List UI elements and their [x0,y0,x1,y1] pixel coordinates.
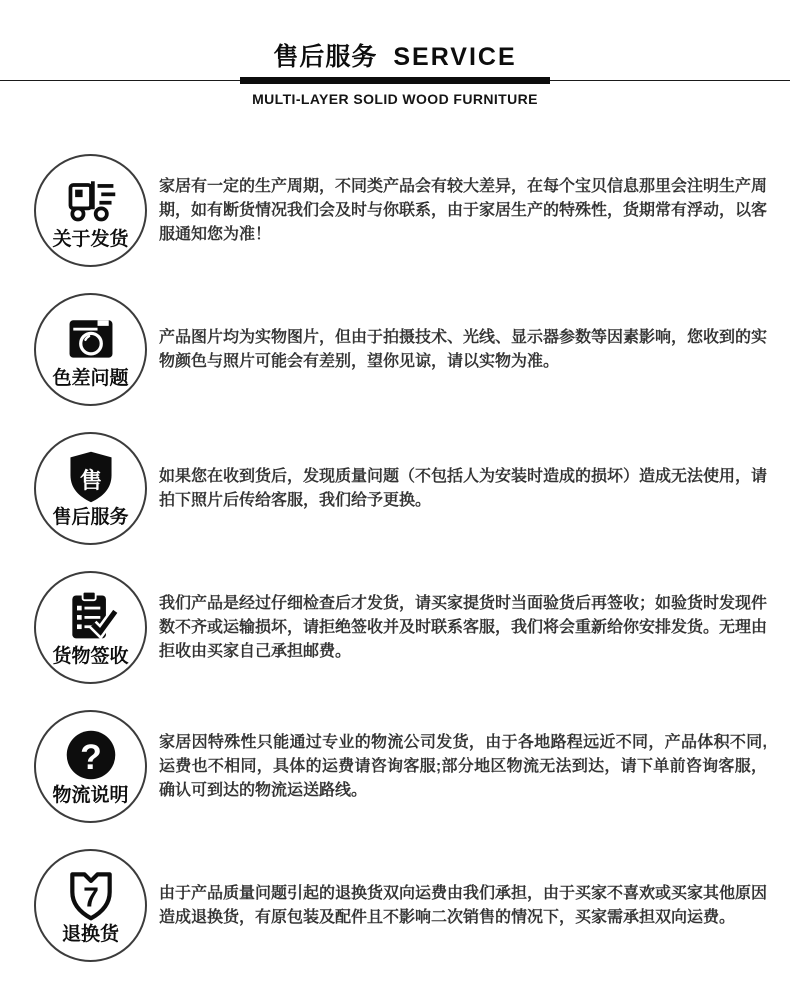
after-sales-text: 如果您在收到货后，发现质量问题（不包括人为安装时造成的损坏）造成无法使用，请拍下照片后传给客服，我们给予更换。 [159,467,768,509]
goods-receipt-badge-label: 货物签收 [52,645,129,667]
title-divider [0,77,790,84]
svg-text:?: ? [79,736,102,777]
checklist-icon [63,588,119,644]
shipping-badge [34,154,147,267]
service-header [0,0,790,107]
section-color-difference [0,280,790,419]
color-difference-badge-label: 色差问题 [52,367,129,389]
logistics-badge-label: 物流说明 [52,784,129,806]
shield-sale-icon [63,449,119,505]
color-difference-text: 产品图片均为实物图片，但由于拍摄技术、光线、显示器参数等因素影响，您收到的实物颜色与照片可能会有差别，望你见谅，请以实物为准。 [159,328,768,370]
section-returns [0,836,790,975]
shield-7-icon [63,866,119,922]
goods-receipt-text: 我们产品是经过仔细检查后才发货，请买家提货时当面验货后再签收；如验货时发现件数不齐或运输损坏，请拒绝签收并及时联系客服，我们将会重新给你安排发货。无理由拒收由买家自己承担邮费。 [159,594,768,660]
returns-text: 由于产品质量问题引起的退换货双向运费由我们承担，由于买家不喜欢或买家其他原因造成退换货，有原包装及配件且不影响二次销售的情况下，买家需承担双向运费。 [159,884,768,926]
page-title-en: SERVICE [393,43,517,71]
page-subtitle: MULTI-LAYER SOLID WOOD FURNITURE [252,91,538,107]
question-mark-icon [63,727,119,783]
service-sections [0,141,790,975]
divider-thick-bar [240,77,550,84]
goods-receipt-badge [34,571,147,684]
section-logistics [0,697,790,836]
shield-sale-icon-glyph: 售 [79,467,102,493]
shield-7-icon-glyph: 7 [82,880,99,912]
logistics-badge [34,710,147,823]
section-goods-receipt [0,558,790,697]
shipping-badge-label: 关于发货 [52,228,129,250]
returns-badge [34,849,147,962]
shipping-text: 家居有一定的生产周期，不同类产品会有较大差异，在每个宝贝信息那里会注明生产周期，如有断货情况我们会及时与你联系，由于家居生产的特殊性，货期常有浮动，以客服通知您为准！ [159,177,768,243]
color-difference-badge [34,293,147,406]
section-shipping [0,141,790,280]
camera-icon [63,310,119,366]
after-sales-badge-label: 售后服务 [52,506,129,528]
page-title-zh: 售后服务 [273,43,378,71]
after-sales-badge [34,432,147,545]
returns-badge-label: 退换货 [61,923,119,945]
page-title [0,42,790,72]
logistics-text: 家居因特殊性只能通过专业的物流公司发货，由于各地路程远近不同，产品体积不同,运费也不相同，具体的运费请咨询客服;部分地区物流无法到达，请下单前咨询客服，确认可到达的物流运送路线。 [159,733,767,799]
section-after-sales [0,419,790,558]
delivery-truck-icon [63,171,119,227]
